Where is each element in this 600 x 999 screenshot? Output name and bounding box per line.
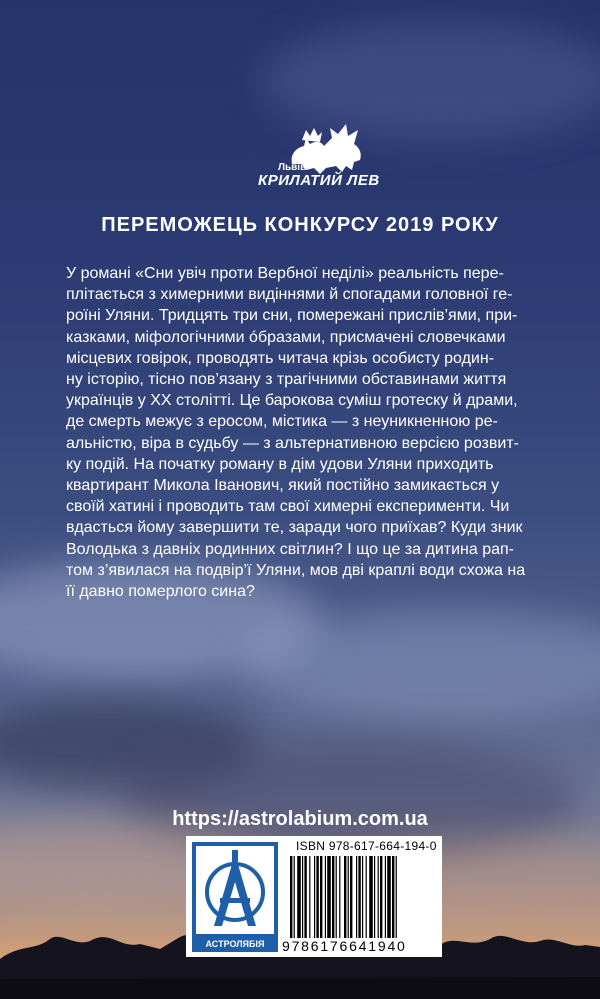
- barcode-bar: [332, 856, 334, 938]
- publisher-logo-text: АСТРОЛЯБІЯ: [205, 939, 265, 949]
- barcode-bar: [304, 856, 306, 938]
- barcode-bar: [309, 856, 310, 938]
- blurb-line: У романі «Сни увіч проти Вербної неділі» реальність пере-: [66, 265, 504, 282]
- barcode-bars: [290, 856, 434, 938]
- blurb-line: квартирант Микола Іванович, який постійно замикається у: [66, 477, 500, 495]
- publisher-city: Львів: [278, 162, 307, 173]
- barcode-bar: [356, 856, 357, 938]
- barcode-bar: [336, 856, 337, 938]
- barcode-bar: [302, 856, 303, 938]
- astrolabe-icon: [192, 842, 278, 952]
- blurb-line: альністю, віра в судьбу — з альтернативною версією розвит-: [66, 434, 519, 452]
- barcode-bar: [362, 856, 363, 938]
- blurb-line: її давно померлого сина?: [66, 583, 255, 601]
- blurb-line: Володька з давніх родинних світлин? І що це за дитина рап-: [66, 540, 514, 558]
- barcode-digits: 9786176641940: [282, 938, 407, 954]
- barcode-bar: [374, 856, 375, 938]
- barcode-bar: [297, 856, 301, 938]
- blurb-line: місцевих говірок, проводять читача крізь особисту родин-: [66, 349, 495, 367]
- barcode-bar: [358, 856, 360, 938]
- barcode-bar: [369, 856, 373, 938]
- barcode-bar: [378, 856, 379, 938]
- barcode-bar: [290, 856, 292, 938]
- blurb-line: том з’явилася на подвір’ї Уляни, мов дві краплі води схожа на: [66, 561, 526, 579]
- barcode-bar: [344, 856, 346, 938]
- barcode-panel: [186, 836, 442, 957]
- blurb-line: де смерть межує з еросом, містика — з неуникненною ре-: [66, 413, 498, 431]
- barcode-bar: [350, 856, 352, 938]
- blurb-line: ну історію, тісно пов’язану з трагічними обставинами життя: [66, 371, 507, 389]
- publisher-url: https://astrolabium.com.ua: [172, 808, 428, 830]
- barcode-bar: [339, 856, 340, 938]
- blurb-line: ку подій. На початку роману в дім удови Уляни приходить: [66, 455, 494, 473]
- barcode-bar: [325, 856, 326, 938]
- blurb-line: роїні Уляни. Тридцять три сни, помережані прислів’ями, при-: [66, 307, 518, 325]
- blurb-line: українців у ХХ столітті. Це барокова суміш гротеску й драми,: [66, 392, 518, 410]
- barcode-bar: [396, 856, 397, 938]
- barcode-bar: [385, 856, 386, 938]
- barcode-bar: [327, 856, 331, 938]
- barcode-bar: [380, 856, 382, 938]
- barcode-bar: [392, 856, 394, 938]
- blurb-line: своїй хатині і проводить там свої химерні експерименти. Чи: [66, 498, 510, 516]
- publisher-name: КРИЛАТИЙ ЛЕВ: [258, 172, 380, 189]
- barcode-bar: [314, 856, 315, 938]
- isbn-label: ISBN 978-617-664-194-0: [296, 839, 437, 853]
- barcode-bar: [387, 856, 391, 938]
- barcode-bar: [348, 856, 349, 938]
- barcode-bar: [320, 856, 322, 938]
- barcode-bar: [366, 856, 367, 938]
- barcode-bar: [316, 856, 318, 938]
- blurb-line: казками, міфологічними óбразами, присмачені словечками: [66, 328, 506, 346]
- blurb-line: плітається з химерними видіннями й спогадами головної ге-: [66, 286, 513, 304]
- barcode-bar: [294, 856, 295, 938]
- blurb-line: вдасться йому завершити те, заради чого приїхав? Куди зник: [66, 519, 523, 537]
- award-headline: ПЕРЕМОЖЕЦЬ КОНКУРСУ 2019 РОКУ: [101, 214, 499, 236]
- book-blurb: [66, 263, 574, 602]
